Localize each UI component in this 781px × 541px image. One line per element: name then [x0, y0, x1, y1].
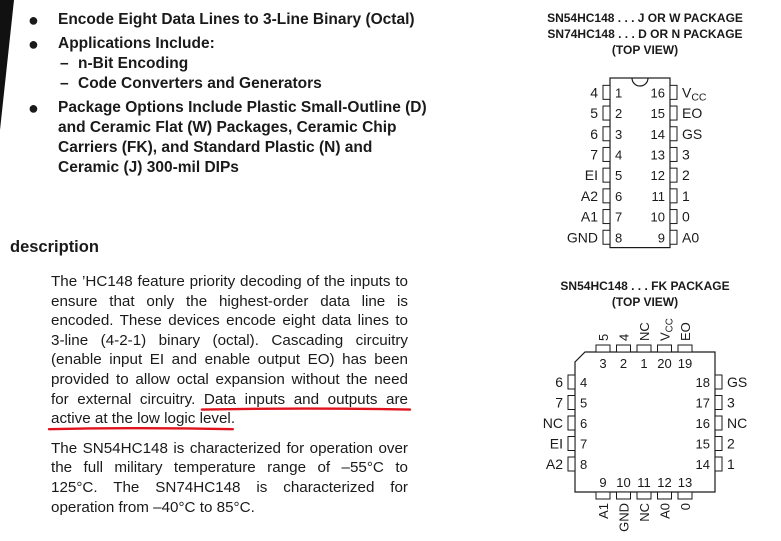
description-text: . — [230, 410, 236, 428]
pin-name: NC — [727, 415, 748, 431]
fk-pin — [568, 416, 575, 430]
pin-number: 3 — [615, 126, 623, 142]
feature-subitem — [58, 74, 428, 94]
fk-pin — [715, 375, 722, 389]
pin-number: 11 — [651, 188, 665, 204]
pin-number: 9 — [599, 475, 607, 490]
fk-pin — [568, 375, 575, 389]
dip-pin — [670, 85, 677, 99]
dip-pin — [670, 147, 677, 161]
fk-pin — [715, 416, 722, 430]
fk-pin — [658, 345, 672, 352]
pin-name: A0 — [682, 229, 700, 246]
dip-pin — [603, 85, 610, 99]
pin-name: GS — [682, 125, 703, 142]
dip-pin — [670, 189, 677, 203]
pin-name: EI — [584, 167, 598, 184]
pin-number: 15 — [650, 106, 665, 122]
pin-name: EI — [549, 435, 563, 452]
pin-name: 2 — [727, 435, 735, 452]
page-edge-bar — [0, 0, 14, 130]
pin-name: 5 — [590, 105, 598, 122]
feature-text: Applications Include: — [58, 35, 215, 52]
pin-name: 1 — [727, 456, 735, 472]
fk-pin — [617, 345, 631, 352]
feature-subitem — [58, 54, 428, 74]
pin-number: 8 — [580, 457, 588, 472]
pin-name: EO — [682, 105, 703, 122]
fk-pin — [596, 345, 610, 352]
fk-pin — [637, 492, 651, 499]
pin-name: A1 — [580, 208, 598, 225]
feature-subitem-text: Code Converters and Generators — [78, 75, 322, 92]
pin-name: GS — [727, 374, 748, 390]
feature-item — [28, 98, 428, 178]
highlighted-text: Data inputs and outputs are active at the low logic level — [51, 390, 408, 428]
dip-pin — [603, 106, 610, 120]
dip-pin — [670, 230, 677, 244]
fk-pin — [568, 437, 575, 451]
pin-number: 6 — [615, 188, 623, 204]
pin-number: 1 — [640, 356, 648, 371]
pin-number: 13 — [650, 147, 665, 163]
fk-package-title — [540, 278, 750, 310]
pin-name: GND — [616, 503, 632, 532]
bullet-icon: ● — [28, 98, 39, 118]
pin-number: 2 — [619, 356, 628, 371]
pin-name: 5 — [596, 333, 611, 341]
pin-number: 4 — [615, 147, 623, 163]
description-body — [51, 272, 408, 527]
dip-pin — [603, 210, 610, 224]
pin-name: 0 — [678, 503, 693, 511]
pin-number: 11 — [637, 475, 651, 490]
fk-pin — [715, 457, 722, 471]
feature-text: Package Options Include Plastic Small-Outline (D) and Ceramic Flat (W) Packages, Ceramic Chip Carriers (FK), and Standard Plastic (N) and Ceramic (J) 300-mil DIPs — [58, 99, 427, 176]
dip-pin — [670, 210, 677, 224]
pin-number: 7 — [615, 209, 623, 225]
pin-number: 8 — [615, 230, 623, 246]
dip-pin — [603, 168, 610, 182]
dip-notch — [632, 78, 648, 86]
fk-pin — [617, 492, 631, 499]
description-paragraph: The SN54HC148 is characterized for operation over the full military temperature range of –55°C to 125°C. The SN74HC148 is characterized for operation from –40°C to 85°C. — [51, 439, 408, 516]
pin-name: 2 — [682, 167, 690, 184]
package-title-line: SN54HC148 . . . J OR W PACKAGE — [547, 11, 743, 25]
dip-pin — [603, 147, 610, 161]
pin-name: GND — [566, 229, 598, 246]
pin-number: 10 — [616, 475, 631, 490]
feature-text: Encode Eight Data Lines to 3-Line Binary (Octal) — [58, 11, 415, 28]
pin-number: 10 — [650, 209, 665, 225]
pin-number: 12 — [650, 168, 665, 184]
feature-subitem-text: n-Bit Encoding — [78, 55, 189, 72]
feature-item — [28, 10, 428, 30]
fk-pin — [715, 437, 722, 451]
fk-pin — [637, 345, 651, 352]
fk-pin — [678, 492, 692, 499]
pin-name: 6 — [590, 125, 598, 142]
fk-pin — [678, 345, 692, 352]
package-title-line: (TOP VIEW) — [611, 43, 679, 57]
dash-icon: – — [60, 75, 69, 92]
dip-pin — [603, 127, 610, 141]
pin-number: 1 — [615, 85, 623, 101]
pin-name: 0 — [682, 208, 690, 225]
pin-name: EO — [678, 322, 693, 341]
fk-body — [575, 352, 715, 492]
pin-number: 7 — [580, 436, 588, 452]
description-paragraph — [51, 272, 408, 429]
dip-pin — [670, 106, 677, 120]
dip-pin — [670, 168, 677, 182]
pin-name: NC — [637, 322, 652, 341]
pin-number: 6 — [580, 416, 588, 431]
fk-pin — [568, 396, 575, 410]
pin-number: 4 — [580, 375, 588, 390]
pin-number: 16 — [650, 85, 665, 101]
pin-number: 9 — [657, 230, 665, 246]
pin-number: 13 — [677, 475, 693, 490]
dip-package-diagram — [540, 70, 740, 250]
fk-pin — [715, 396, 722, 410]
pin-number: 3 — [599, 356, 607, 371]
pin-number: 5 — [615, 168, 623, 184]
package-title-line: SN54HC148 . . . FK PACKAGE — [560, 279, 730, 293]
dip-pin — [603, 230, 610, 244]
pin-name: 6 — [555, 374, 563, 390]
bullet-icon: ● — [28, 10, 39, 30]
pin-name: 3 — [727, 394, 735, 411]
pin-name: 7 — [555, 394, 563, 411]
pin-name: 4 — [590, 84, 598, 101]
fk-pin — [596, 492, 610, 499]
pin-number: 14 — [695, 457, 710, 472]
pin-name: NC — [542, 415, 563, 431]
pin-name: A0 — [657, 503, 673, 519]
pin-name: 3 — [682, 146, 690, 163]
section-heading: description — [10, 238, 99, 256]
fk-pin — [658, 492, 672, 499]
package-title-line: (TOP VIEW) — [611, 295, 679, 309]
dip-pin — [670, 127, 677, 141]
feature-item — [28, 34, 428, 94]
pin-number: 18 — [695, 375, 710, 390]
pin-name: A2 — [580, 187, 598, 204]
feature-sublist — [58, 54, 428, 94]
description-text: The ’HC148 feature priority decoding of the inputs to ensure that only the highest-order data line is encoded. These devices encode eight data lines to 3-line (4-2-1) binary (octal). Cascading circuitry (enable input EI and enable output EO) has been provided to allow octal expansion without the need for external circuitry. — [51, 273, 408, 408]
pin-number: 16 — [695, 416, 710, 431]
pin-number: 19 — [677, 356, 693, 371]
pin-number: 20 — [657, 356, 672, 371]
pin-number: 14 — [650, 126, 665, 142]
dash-icon: – — [60, 55, 69, 72]
dip-pin — [603, 189, 610, 203]
pin-name: $V_{CC}$ — [657, 318, 676, 341]
package-title-line: SN74HC148 . . . D OR N PACKAGE — [547, 27, 743, 41]
fk-package-diagram — [530, 312, 780, 541]
pin-name: 4 — [616, 333, 632, 341]
pin-number: 15 — [695, 436, 710, 452]
pin-name: NC — [637, 503, 652, 522]
pin-name-subscript: CC — [664, 318, 676, 333]
pin-name: 7 — [590, 146, 598, 163]
dip-package-title — [510, 10, 780, 58]
pin-number: 5 — [580, 395, 588, 411]
feature-list — [28, 10, 428, 182]
pin-number: 12 — [657, 475, 672, 490]
pin-number: 17 — [695, 395, 710, 411]
bullet-icon: ● — [28, 34, 39, 54]
fk-pin — [568, 457, 575, 471]
pin-number: 2 — [615, 106, 623, 122]
pin-name: 1 — [682, 187, 690, 204]
pin-name: A1 — [596, 503, 611, 519]
pin-name-subscript: CC — [691, 91, 707, 104]
pin-name: A2 — [545, 456, 563, 472]
pin-name: $V_{CC}$ — [682, 84, 707, 104]
